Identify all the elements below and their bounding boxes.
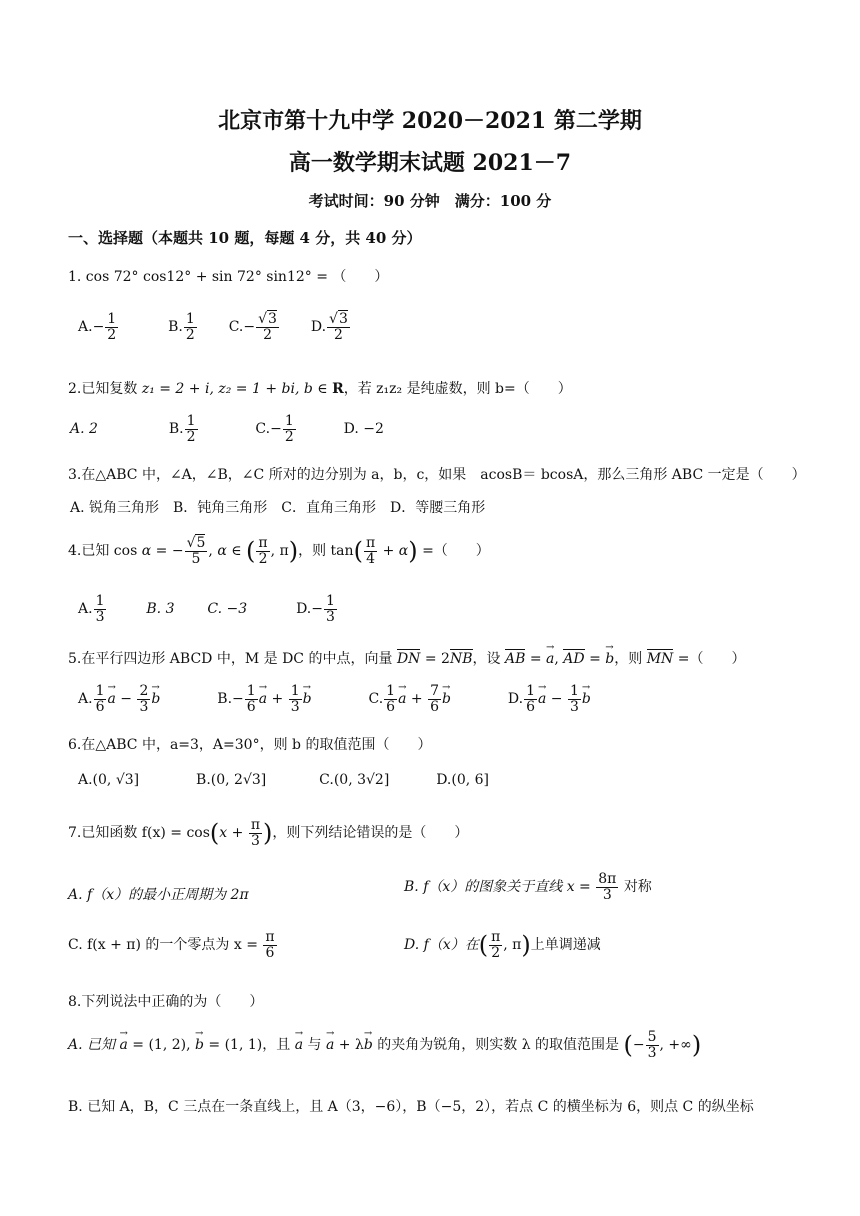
q1-option-d: D. $\frac{√3}{2}$ <box>310 311 348 343</box>
question-5-stem: 5.在平行四边形 ABCD 中，M 是 DC 的中点，向量 DN = 2NB，设 AB = → a, AD = → b，则 MN =（ ） <box>68 648 745 668</box>
q5-option-b: B.− $\frac{1}{6}$ → a + $\frac{1}{3}$ → b <box>217 691 311 707</box>
q5-option-c: C. $\frac{1}{6}$ → a + $\frac{7}{6}$ → b <box>368 691 450 707</box>
question-7-stem: 7.已知函数 f(x) = cos(x + $\frac{\pi}{3}$ )，则下列结论错误的是（ ） <box>68 817 469 849</box>
question-5-options <box>78 684 591 714</box>
q5-option-d: D. $\frac{1}{6}$ → a − $\frac{1}{3}$ → b <box>508 691 591 707</box>
q5-option-a: A. $\frac{1}{6}$ → a − $\frac{2}{3}$ → b <box>78 691 160 707</box>
question-4-stem: 4.已知 cos α = − $\frac{√5}{5}$ , α ∈ ( $\frac{\pi}{2}$ , π)，则 tan( $\frac{\pi}{4}$ + α) =（ ） <box>68 535 490 567</box>
question-4-options <box>78 594 338 624</box>
q2-option-b: B. $\frac{1}{2}$ <box>168 413 196 445</box>
question-6-stem: 6.在△ABC 中，a=3，A=30°，则 b 的取值范围（ ） <box>68 737 432 753</box>
exam-subtitle: 高一数学期末试题 2021－7 <box>288 150 572 176</box>
question-1-options <box>78 312 351 342</box>
q6-option-d: D.(0, 6] <box>436 772 490 788</box>
question-7-option-d: D. f（x）在( $\frac{\pi}{2}$ , π)上单调递减 <box>404 929 601 961</box>
question-3-options: A. 锐角三角形 B．钝角三角形 C．直角三角形 D．等腰三角形 <box>70 500 486 516</box>
question-1-stem: 1. cos 72° cos12° + sin 72° sin12° = （ ） <box>68 269 389 285</box>
question-3-stem: 3.在△ABC 中，∠A，∠B，∠C 所对的边分别为 a，b，c，如果 acosB＝ bcosA，那么三角形 ABC 一定是（ ） <box>68 467 806 483</box>
question-2-stem: 2.已知复数 z₁ = 2 + i, z₂ = 1 + bi, b ∈ R，若 z₁z₂ 是纯虚数，则 b=（ ） <box>68 381 572 397</box>
q4-option-d: D.− $\frac{1}{3}$ <box>296 593 335 625</box>
q2-option-d: D. −2 <box>343 421 384 438</box>
section-heading: 一、选择题（本题共 10 题，每题 4 分，共 40 分） <box>68 229 422 247</box>
q4-option-b: B. 3 <box>146 601 175 618</box>
question-8-option-a: A. 已知 → a = (1, 2), → b = (1, 1)，且 → a 与 → a + λ→ b 的夹角为锐角，则实数 λ 的取值范围是 (− $\frac{5}{3}$ , +∞) <box>68 1030 701 1060</box>
q2-option-c: C.− $\frac{1}{2}$ <box>255 413 294 445</box>
q6-option-c: C.(0, 3√2] <box>319 772 390 788</box>
q1-option-c: C.− $\frac{√3}{2}$ <box>228 311 277 343</box>
exam-info: 考试时间：90 分钟 满分：100 分 <box>308 192 552 210</box>
q1-option-a: A.− $\frac{1}{2}$ <box>78 311 117 343</box>
exam-title: 北京市第十九中学 2020－2021 第二学期 <box>218 108 642 134</box>
question-7-option-b: B. f（x）的图象关于直线 x = $\frac{8\pi}{3}$ 对称 <box>404 871 652 903</box>
q6-option-a: A.(0, √3] <box>78 772 140 788</box>
question-8-option-b: B. 已知 A，B，C 三点在一条直线上，且 A（3，−6），B（−5，2），若点 C 的横坐标为 6，则点 C 的纵坐标 <box>68 1099 754 1115</box>
question-6-options <box>78 772 489 788</box>
question-7-option-a: A. f（x）的最小正周期为 2π <box>68 887 249 903</box>
q6-option-b: B.(0, 2√3] <box>196 772 267 788</box>
question-2-options <box>70 414 384 444</box>
q4-option-c: C. −3 <box>207 601 248 618</box>
question-7-option-c: C. f(x + π) 的一个零点为 x = $\frac{\pi}{6}$ <box>68 929 275 961</box>
q4-option-a: A. $\frac{1}{3}$ <box>78 593 105 625</box>
q2-option-a: A. 2 <box>70 421 98 438</box>
question-8-stem: 8.下列说法中正确的为（ ） <box>68 994 264 1010</box>
q1-option-b: B. $\frac{1}{2}$ <box>168 311 195 343</box>
